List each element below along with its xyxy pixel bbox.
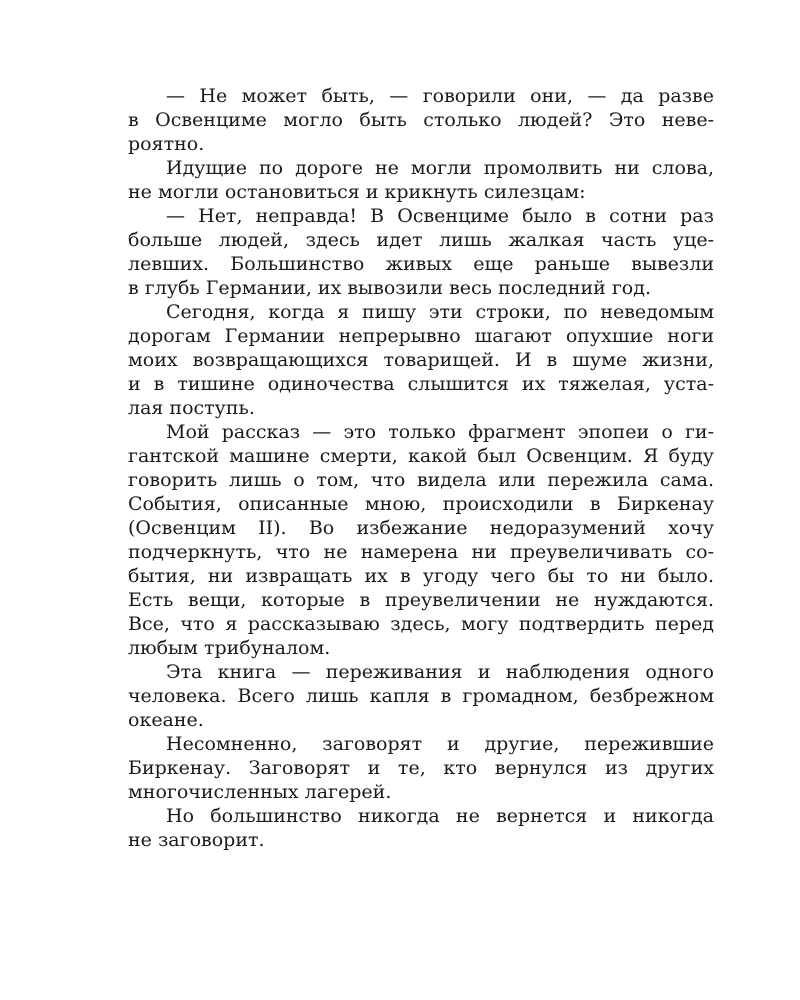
text-line: гантской машине смерти, какой был Освенцим. Я буду xyxy=(128,445,714,467)
text-line: левших. Большинство живых еще раньше вывезли xyxy=(128,253,714,275)
paragraph xyxy=(128,156,714,204)
text-line: моих возвращающихся товарищей. И в шуме жизни, xyxy=(128,349,714,371)
text-line: Несомненно, заговорят и другие, пережившие xyxy=(166,733,714,755)
text-line: многочисленных лагерей. xyxy=(128,781,392,803)
paragraph xyxy=(128,660,714,732)
text-line: лая поступь. xyxy=(128,397,255,419)
paragraph xyxy=(128,300,714,420)
text-line: Сегодня, когда я пишу эти строки, по неведомым xyxy=(166,301,714,323)
text-line: Все, что я рассказываю здесь, могу подтвердить перед xyxy=(128,613,714,635)
text-line: Но большинство никогда не вернется и никогда xyxy=(166,805,714,827)
text-line: Идущие по дороге не могли промолвить ни слова, xyxy=(166,157,714,179)
text-line: роятно. xyxy=(128,133,205,155)
paragraph xyxy=(128,732,714,804)
text-line: Биркенау. Заговорят и те, кто вернулся из других xyxy=(128,757,714,779)
text-line: не могли остановиться и крикнуть силезцам: xyxy=(128,181,586,203)
paragraph xyxy=(128,204,714,300)
text-line: (Освенцим II). Во избежание недоразумений хочу xyxy=(128,517,714,539)
text-line: океане. xyxy=(128,709,204,731)
text-line: в глубь Германии, их вывозили весь последний год. xyxy=(128,277,651,299)
paragraph xyxy=(128,84,714,156)
paragraph xyxy=(128,420,714,660)
text-line: больше людей, здесь идет лишь жалкая часть уце- xyxy=(128,229,714,251)
text-line: Мой рассказ — это только фрагмент эпопеи о ги- xyxy=(166,421,714,443)
text-line: в Освенциме могло быть столько людей? Это неве- xyxy=(128,109,714,131)
text-line: Эта книга — переживания и наблюдения одного xyxy=(166,661,714,683)
text-line: дорогам Германии непрерывно шагают опухшие ноги xyxy=(128,325,714,347)
body-text xyxy=(128,84,714,852)
text-line: и в тишине одиночества слышится их тяжелая, уста- xyxy=(128,373,714,395)
text-line: говорить лишь о том, что видела или пережила сама. xyxy=(128,469,714,491)
paragraph xyxy=(128,804,714,852)
text-line: — Не может быть, — говорили они, — да разве xyxy=(166,85,714,107)
text-line: подчеркнуть, что не намерена ни преувеличивать со- xyxy=(128,541,714,563)
text-line: не заговорит. xyxy=(128,829,265,851)
text-line: События, описанные мною, происходили в Биркенау xyxy=(128,493,714,515)
text-line: человека. Всего лишь капля в громадном, безбрежном xyxy=(128,685,714,707)
text-line: Есть вещи, которые в преувеличении не нуждаются. xyxy=(128,589,714,611)
text-line: бытия, ни извращать их в угоду чего бы то ни было. xyxy=(128,565,714,587)
text-line: любым трибуналом. xyxy=(128,637,331,659)
text-line: — Нет, неправда! В Освенциме было в сотни раз xyxy=(166,205,714,227)
